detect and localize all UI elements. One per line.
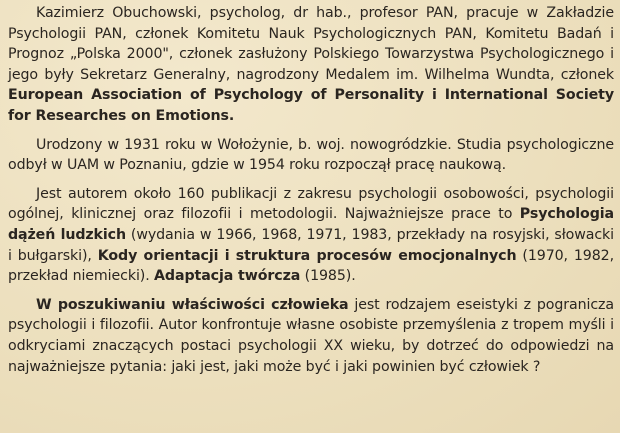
paragraph-publications [8, 184, 614, 287]
bold-title-kody: Kody orientacji i struktura procesów emocjonalnych [97, 247, 517, 264]
text-segment: (wydania w 1966, 1968, 1971, 1983, przekłady na rosyjski, słowacki i bułgarski), [8, 226, 614, 264]
paragraph-birth-studies [8, 135, 614, 176]
paragraph-book-description [8, 295, 614, 377]
text-segment: (1985). [300, 268, 356, 285]
bold-title-adaptacja: Adaptacja twórcza [154, 268, 301, 285]
bold-title-book: W poszukiwaniu właściwości człowieka [36, 296, 349, 313]
paragraph-author-bio [8, 3, 614, 127]
text-segment: Urodzony w 1931 roku w Wołożynie, b. woj. nowogródzkie. Studia psychologiczne odbył w UAM w Poznaniu, gdzie w 1954 roku rozpoczął pracę naukową. [8, 136, 614, 174]
bold-title-psychologia: Psychologia dążeń ludzkich [8, 206, 614, 243]
bold-text-segment: European Association of Psychology of Personality i International Society for Researches on Emotions. [8, 87, 614, 124]
text-segment: Kazimierz Obuchowski, psycholog, dr hab., profesor PAN, pracuje w Zakładzie Psychologii PAN, członek Komitetu Nauk Psychologicznych PAN, Komitetu Badań i Prognoz „Polska 2000", członek zasłużony Polskiego Towarzystwa Psychologicznego i jego były Sekretarz Generalny, nagrodzony Medalem im. Wilhelma Wundta, członek [8, 5, 614, 83]
text-segment: jest rodzajem eseistyki z pogranicza psychologii i filozofii. Autor konfrontuje własne osobiste przemyślenia z tropem myśli i odkryciami znaczących postaci psychologii XX wieku, by dotrzeć do odpowiedzi na najważniejsze pytania: jaki jest, jaki może być i jaki powinien być człowiek ? [8, 296, 614, 375]
text-segment: Jest autorem około 160 publikacji z zakresu psychologii osobowości, psychologii ogólnej, klinicznej oraz filozofii i metodologii. Najważniejsze prace to [8, 185, 614, 223]
text-segment: (1970, 1982, przekład niemiecki). [8, 247, 614, 285]
